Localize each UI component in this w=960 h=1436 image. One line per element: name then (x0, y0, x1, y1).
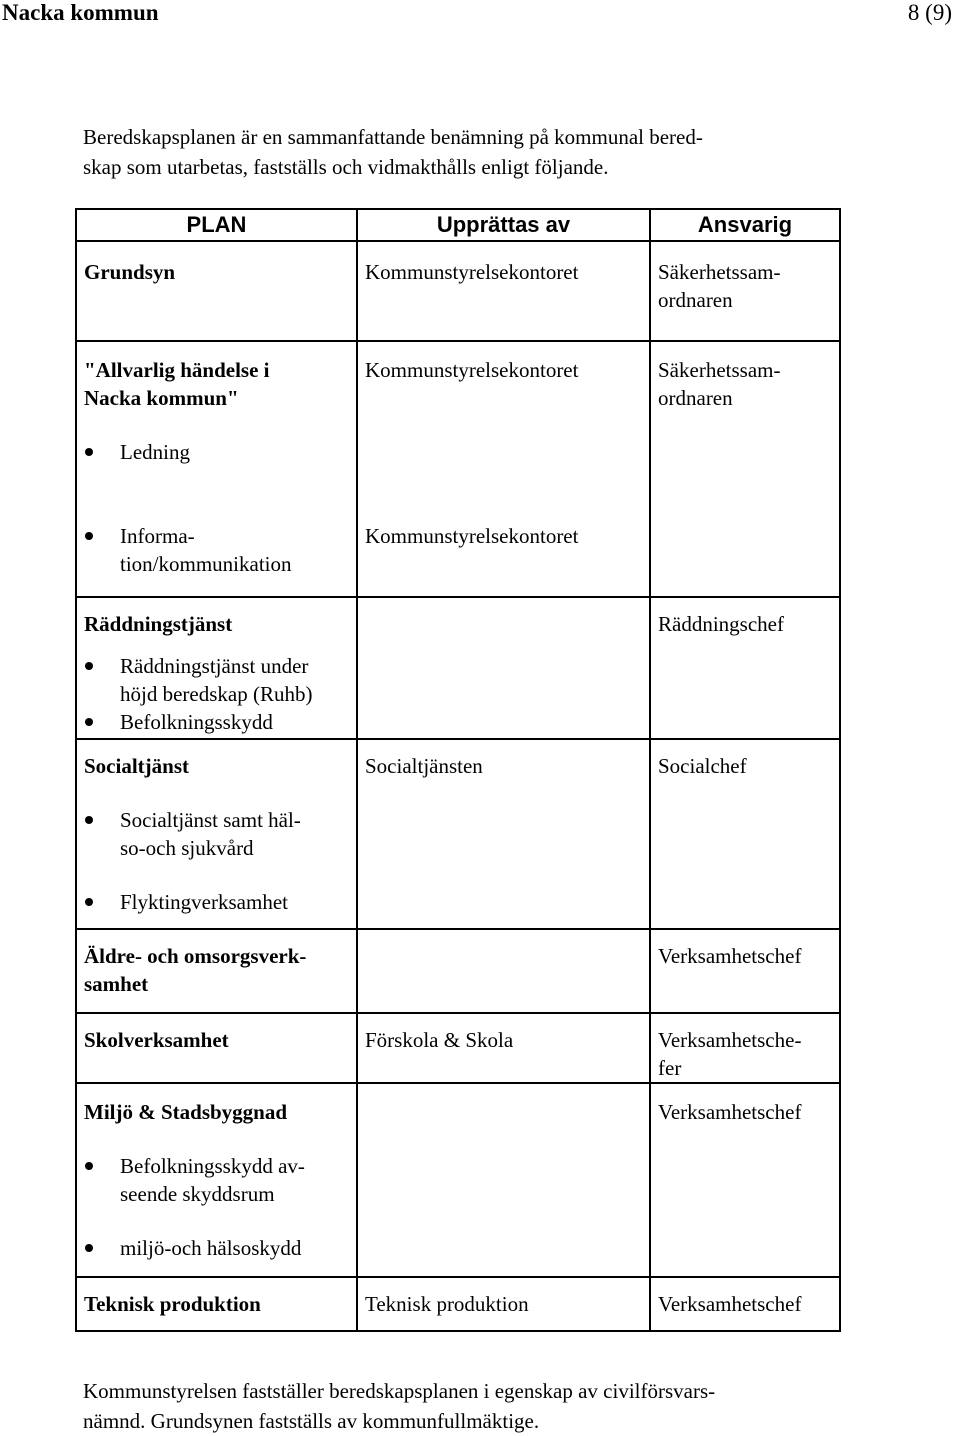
plan-miljo: Miljö & Stadsbyggnad (84, 1100, 288, 1124)
table-row-raddningstjanst (76, 597, 840, 739)
bullet-dot-icon (85, 898, 93, 906)
bullet-flyktingverksamhet: Flyktingverksamhet (84, 888, 350, 916)
plan-skolverksamhet: Skolverksamhet (84, 1028, 229, 1052)
resp-socialtjanst: Socialchef (658, 754, 747, 778)
by-socialtjanst: Socialtjänsten (365, 754, 483, 778)
by-skolverksamhet: Förskola & Skola (365, 1028, 514, 1052)
bullet-dot-icon (85, 662, 93, 670)
bullet-ledning: Ledning (84, 438, 350, 508)
plan-aldre-2: samhet (84, 972, 149, 996)
bullet-dot-icon (85, 532, 93, 540)
bullet-dot-icon (85, 816, 93, 824)
by-information: Kommunstyrelsekontoret (365, 524, 579, 548)
resp-grundsyn-2: ordnaren (658, 288, 733, 312)
plan-socialtjanst: Socialtjänst (84, 754, 189, 778)
table-row-skolverksamhet (76, 1013, 840, 1083)
intro-line-2: skap som utarbetas, fastställs och vidmakthålls enligt följande. (83, 155, 609, 179)
closing-paragraph (83, 1376, 903, 1436)
resp-allvarlig-1: Säkerhetssam- (658, 358, 781, 382)
resp-skolverksamhet-1: Verksamhetsche- (658, 1028, 802, 1052)
bullet-skyddsrum: Befolkningsskydd av- seende skyddsrum (84, 1152, 350, 1208)
plan-allvarlig-1: "Allvarlig händelse i (84, 358, 270, 382)
bullet-informationkommunikation: Informa- tion/kommunikation (84, 522, 350, 596)
table-row-miljo (76, 1083, 840, 1277)
plan-teknisk: Teknisk produktion (84, 1292, 261, 1316)
resp-allvarlig-2: ordnaren (658, 386, 733, 410)
plan-raddningstjanst: Räddningstjänst (84, 612, 233, 636)
header-upprattas-av: Upprättas av (357, 209, 650, 241)
resp-skolverksamhet-2: fer (658, 1056, 682, 1080)
intro-line-1: Beredskapsplanen är en sammanfattande benämning på kommunal bered- (83, 125, 703, 149)
table-header-row (76, 209, 840, 241)
by-teknisk: Teknisk produktion (365, 1292, 529, 1316)
resp-grundsyn-1: Säkerhetssam- (658, 260, 781, 284)
by-grundsyn: Kommunstyrelsekontoret (365, 260, 579, 284)
bullet-dot-icon (85, 448, 93, 456)
resp-teknisk: Verksamhetschef (658, 1292, 802, 1316)
document-title: Nacka kommun (2, 0, 159, 25)
page-number: 8 (9) (907, 0, 952, 25)
resp-raddningstjanst: Räddningschef (658, 612, 784, 636)
table-row-aldre (76, 929, 840, 1013)
plan-aldre-1: Äldre- och omsorgsverk- (84, 944, 307, 968)
resp-miljo: Verksamhetschef (658, 1100, 802, 1124)
header-plan: PLAN (76, 209, 357, 241)
plan-allvarlig-2: Nacka kommun" (84, 386, 239, 410)
closing-line-2: nämnd. Grundsynen fastställs av kommunfullmäktige. (83, 1409, 540, 1433)
table-row-socialtjanst (76, 739, 840, 929)
bullet-dot-icon (85, 1244, 93, 1252)
table-row-teknisk (76, 1277, 840, 1331)
plan-table (75, 208, 841, 1332)
bullet-socialtjanst-halso: Socialtjänst samt häl- so-och sjukvård (84, 806, 350, 862)
resp-aldre: Verksamhetschef (658, 944, 802, 968)
table-row-allvarlig (76, 341, 840, 597)
table-row-grundsyn (76, 241, 840, 341)
bullet-dot-icon (85, 718, 93, 726)
closing-line-1: Kommunstyrelsen fastställer beredskapsplanen i egenskap av civilförsvars- (83, 1379, 716, 1403)
intro-paragraph (83, 122, 843, 182)
bullet-dot-icon (85, 1162, 93, 1170)
page-header (0, 0, 960, 36)
bullet-ruhb: Räddningstjänst under höjd beredskap (Ruhb) (84, 652, 350, 708)
bullet-miljo-halsoskydd: miljö-och hälsoskydd (84, 1234, 350, 1262)
header-ansvarig: Ansvarig (650, 209, 840, 241)
by-allvarlig: Kommunstyrelsekontoret (365, 358, 579, 382)
bullet-befolkningsskydd: Befolkningsskydd (84, 708, 350, 736)
plan-grundsyn: Grundsyn (84, 260, 176, 284)
